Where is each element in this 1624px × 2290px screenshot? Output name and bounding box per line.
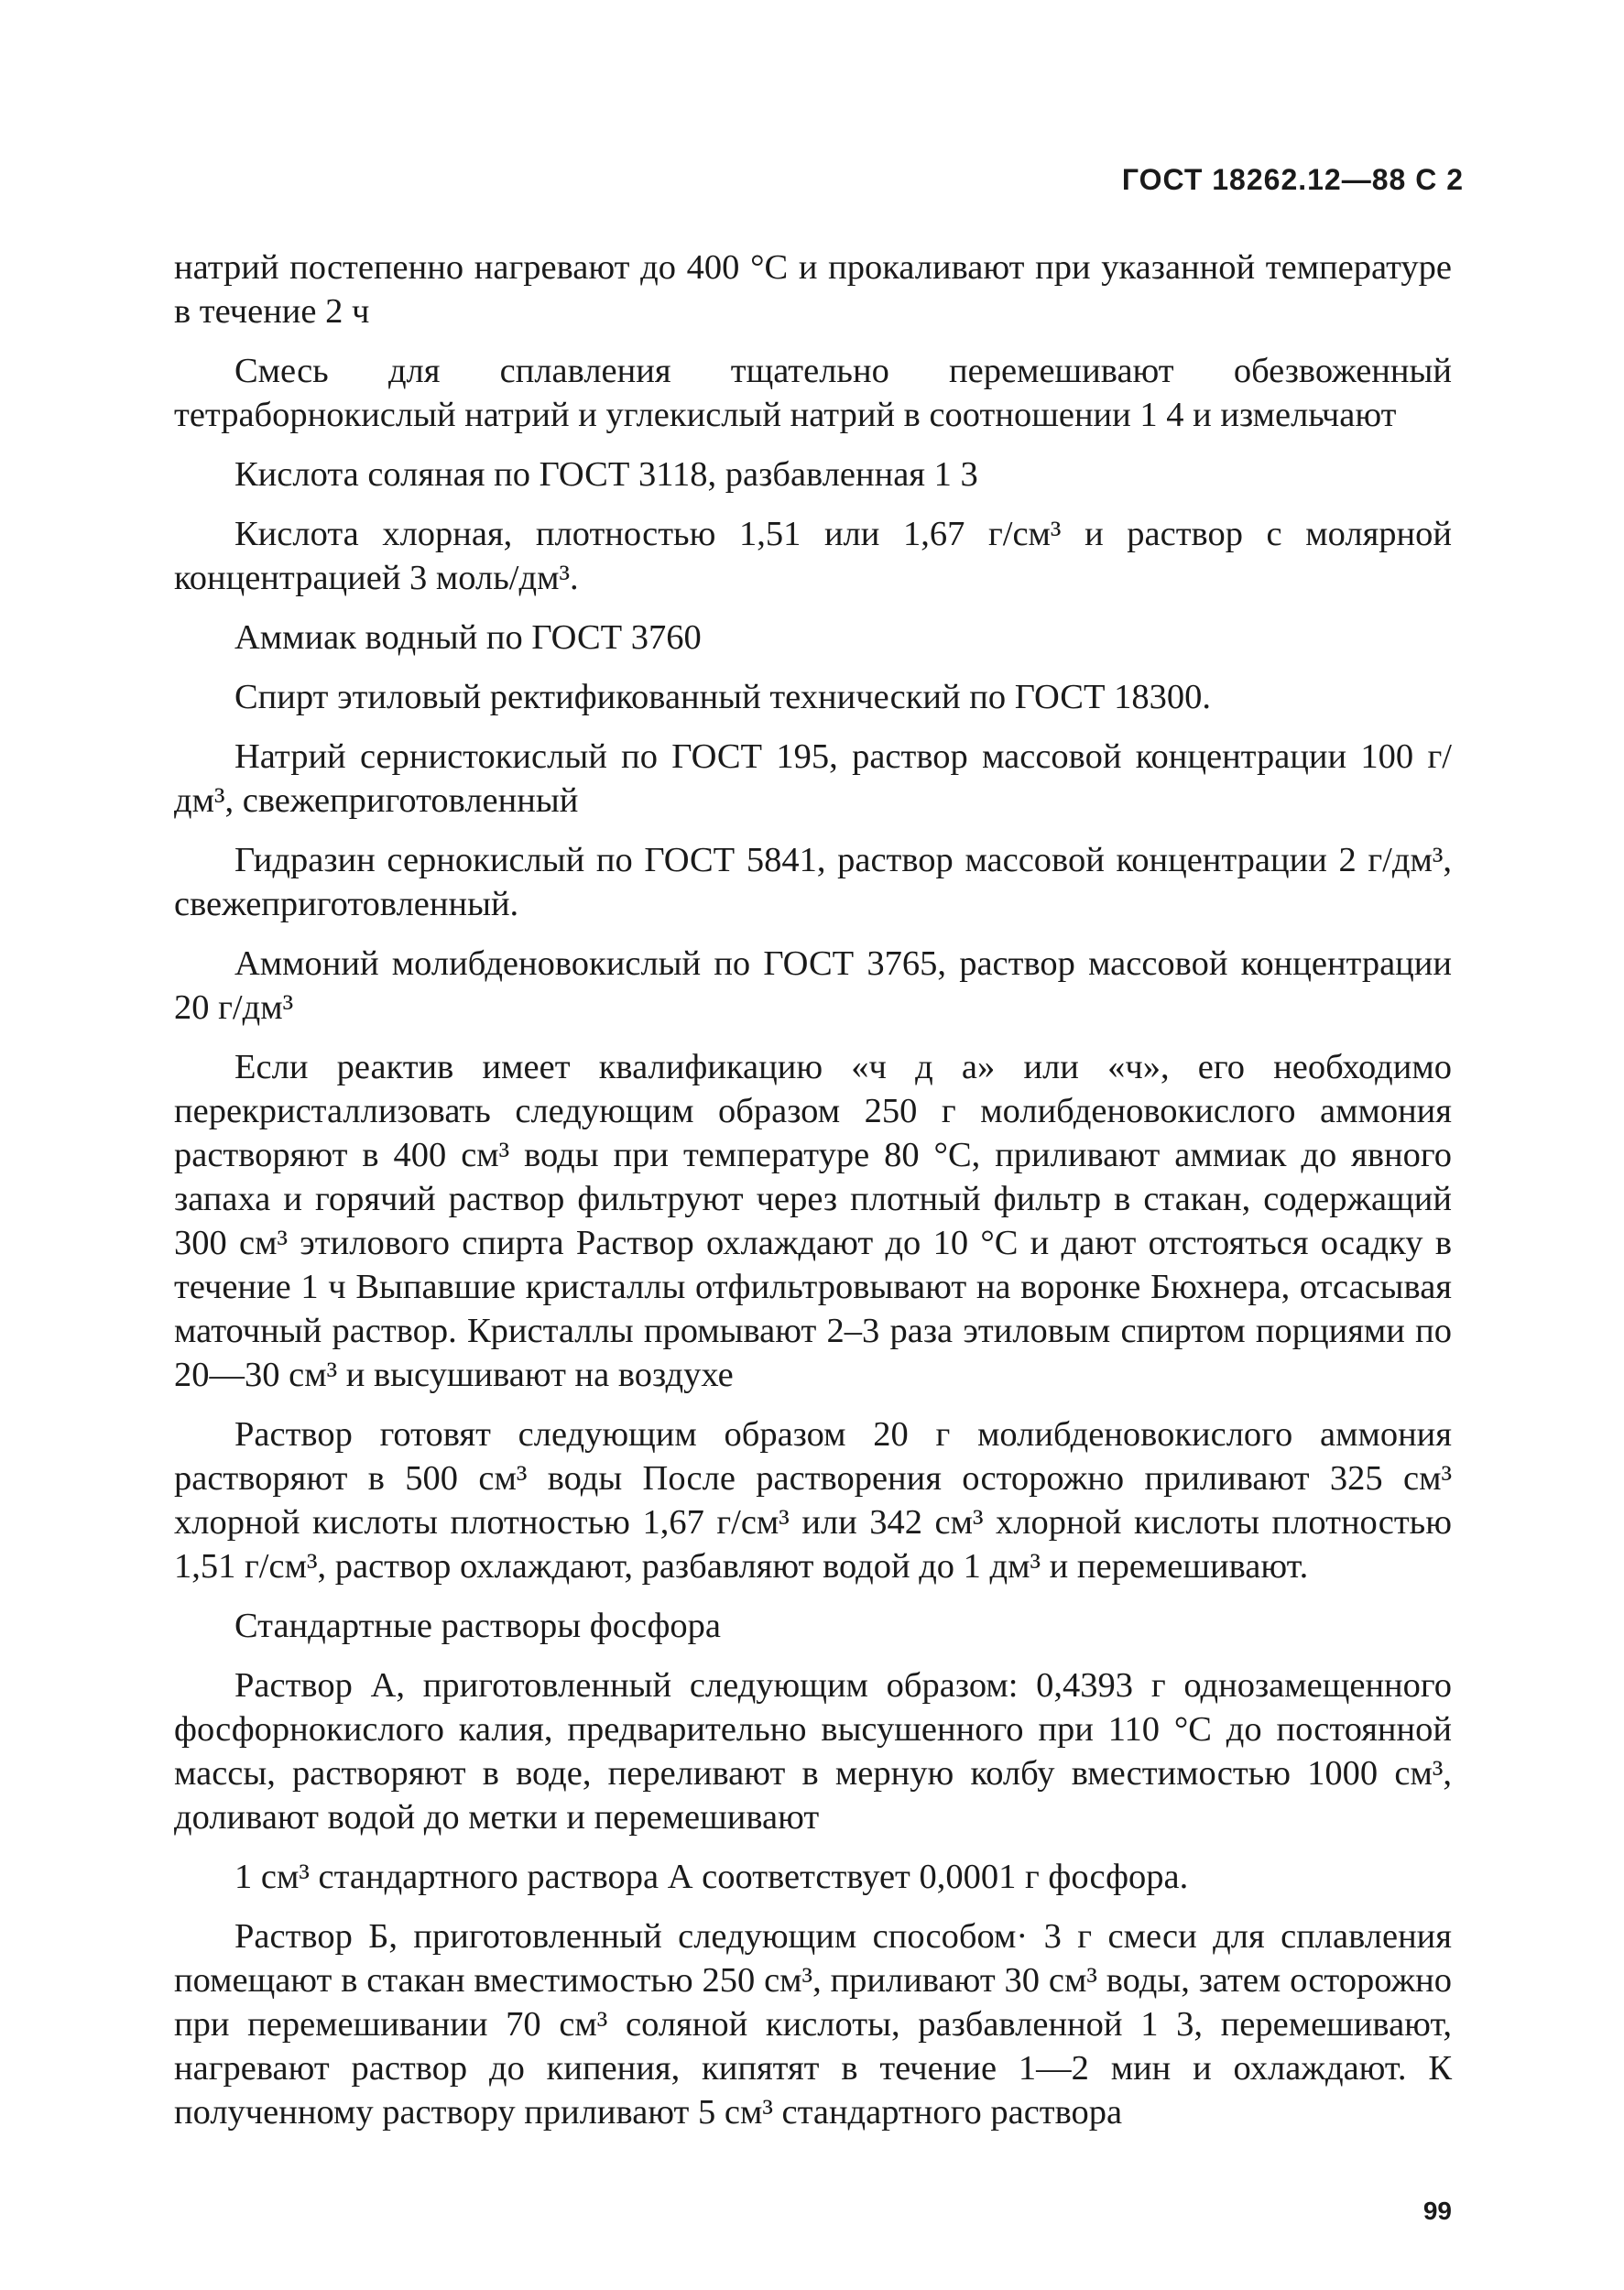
paragraph-solution-a-equivalence: 1 см³ стандартного раствора А соответствует 0,0001 г фосфора. (234, 1858, 1189, 1896)
paragraph-recrystallization: Если реактив имеет квалификацию «ч д а» или «ч», его необходимо перекристаллизовать следующим образом 250 г молибденовокислого аммония растворяют в 400 см³ воды при температуре 80 °С, приливают аммиак до явного запаха и горячий раствор фильтруют через плотный фильтр в стакан, содержащий 300 см³ этилового спирта Раствор охлаждают до 10 °С и дают отстояться осадку в течение 1 ч Выпавшие кристаллы отфильтровывают на воронке Бюхнера, отсасывая маточный раствор. Кристаллы промывают 2–3 раза этиловым спиртом порциями по 20—30 см³ и высушивают на воздухе (174, 1048, 1452, 1394)
page-number: 99 (1422, 2197, 1452, 2225)
paragraph-standard-solutions-heading: Стандартные растворы фосфора (234, 1607, 721, 1645)
paragraph-hydrazine-sulfate: Гидразин сернокислый по ГОСТ 5841, раствор массовой концентрации 2 г/дм³, свежеприготовленный. (174, 841, 1452, 923)
body-text (174, 245, 1452, 2150)
paragraph-sodium-sulfite: Натрий сернистокислый по ГОСТ 195, раствор массовой концентрации 100 г/дм³, свежеприготовленный (174, 737, 1452, 820)
paragraph-hydrochloric-acid: Кислота соляная по ГОСТ 3118, разбавленная 1 3 (234, 455, 978, 494)
paragraph-fusion-mixture: Смесь для сплавления тщательно перемешивают обезвоженный тетраборнокислый натрий и углекислый натрий в соотношении 1 4 и измельчают (174, 352, 1452, 434)
paragraph-solution-preparation: Раствор готовят следующим образом 20 г молибденовокислого аммония растворяют в 500 см³ воды После растворения осторожно приливают 325 см³ хлорной кислоты плотностью 1,67 г/см³ или 342 см³ хлорной кислоты плотностью 1,51 г/см³, раствор охлаждают, разбавляют водой до 1 дм³ и перемешивают. (174, 1415, 1452, 1586)
running-header: ГОСТ 18262.12—88 С 2 (1121, 163, 1464, 196)
paragraph-ammonium-molybdate: Аммоний молибденовокислый по ГОСТ 3765, раствор массовой концентрации 20 г/дм³ (174, 944, 1452, 1027)
paragraph-ammonia: Аммиак водный по ГОСТ 3760 (234, 618, 702, 657)
paragraph-ethanol: Спирт этиловый ректификованный технический по ГОСТ 18300. (234, 678, 1211, 716)
paragraph-continuation: натрий постепенно нагревают до 400 °С и прокаливают при указанной температуре в течение 2 ч (174, 248, 1452, 331)
paragraph-solution-b: Раствор Б, приготовленный следующим способом· 3 г смеси для сплавления помещают в стакан вместимостью 250 см³, приливают 30 см³ воды, затем осторожно при перемешивании 70 см³ соляной кислоты, разбавленной 1 3, перемешивают, нагревают раствор до кипения, кипятят в течение 1—2 мин и охлаждают. К полученному раствору приливают 5 см³ стандартного раствора (174, 1917, 1452, 2132)
paragraph-solution-a: Раствор А, приготовленный следующим образом: 0,4393 г однозамещенного фосфорнокислого калия, предварительно высушенного при 110 °С до постоянной массы, растворяют в воде, переливают в мерную колбу вместимостью 1000 см³, доливают водой до метки и перемешивают (174, 1666, 1452, 1837)
paragraph-perchloric-acid: Кислота хлорная, плотностью 1,51 или 1,67 г/см³ и раствор с молярной концентрацией 3 моль/дм³. (174, 515, 1452, 597)
